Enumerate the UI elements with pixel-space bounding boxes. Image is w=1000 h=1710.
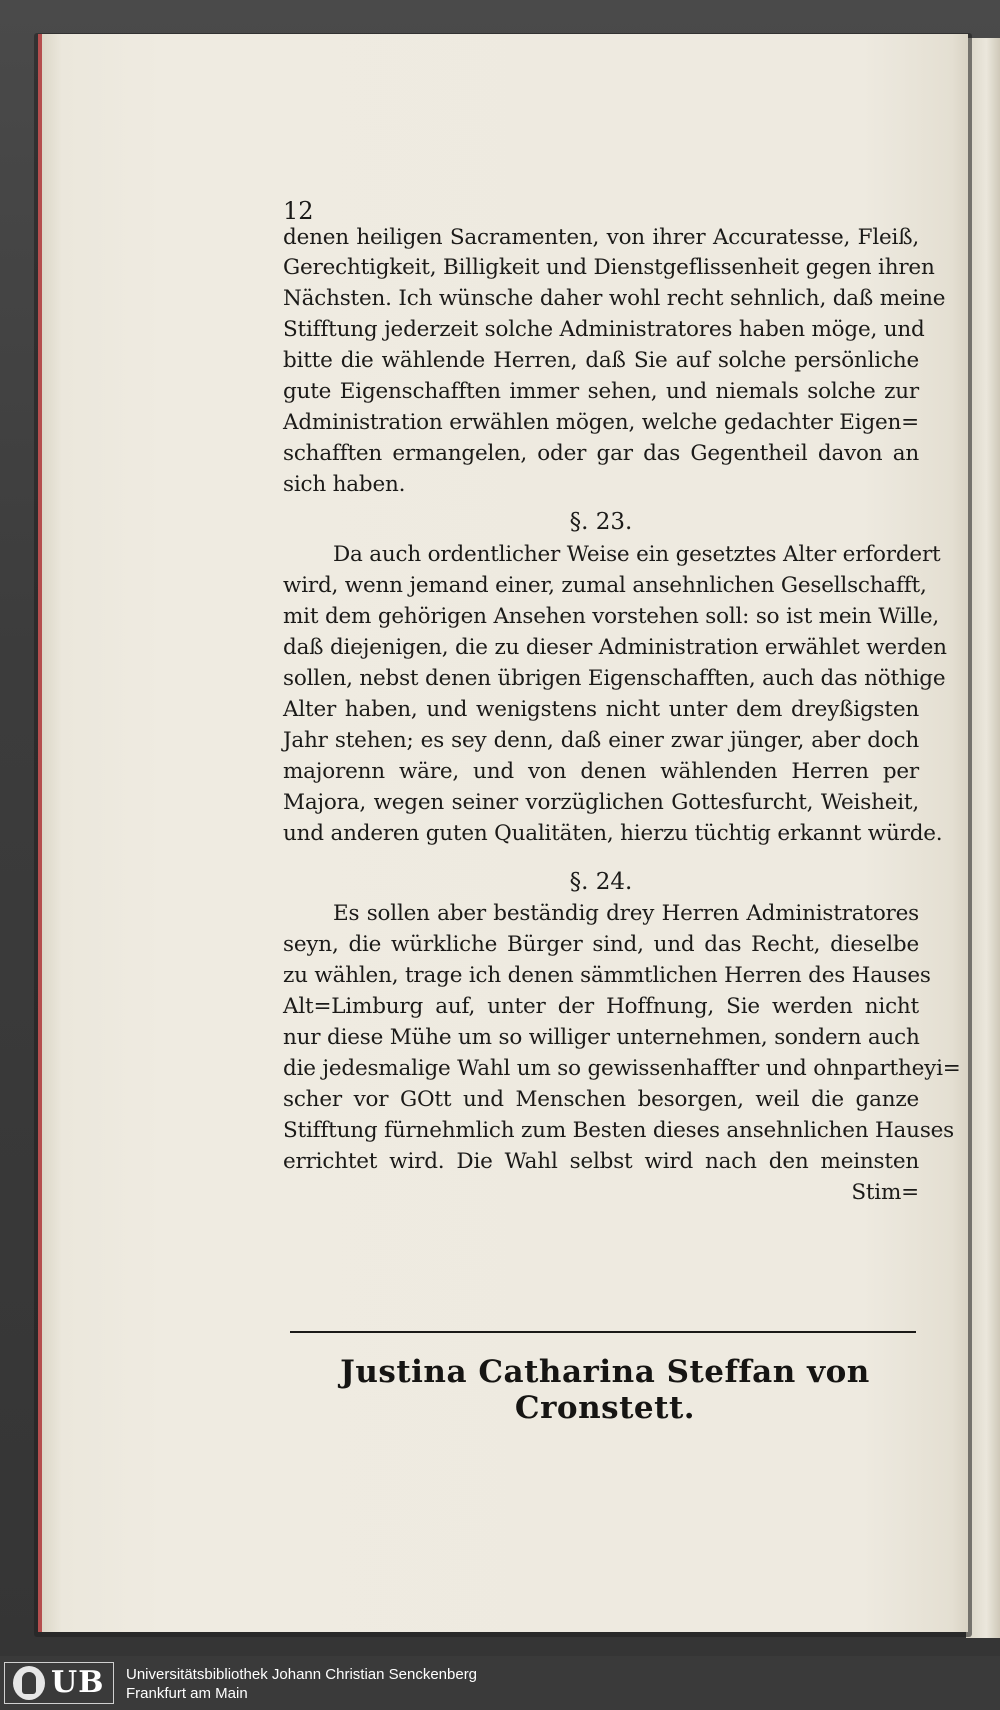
text-line: Stifftung jederzeit solche Administratores haben möge, und [283,317,925,342]
logo-text: UB [51,1665,105,1700]
text-line: bitte die wählende Herren, daß Sie auf solche persönliche [283,348,919,373]
seal-icon [13,1666,45,1700]
library-name [126,1665,477,1703]
section-heading-23: §. 23. [569,509,633,535]
library-name-line2: Frankfurt am Main [126,1685,248,1702]
text-line: denen heiligen Sacramenten, von ihrer Accuratesse, Fleiß, [283,225,919,250]
text-line: majorenn wäre, und von denen wählenden Herren per [283,759,919,784]
catchword: Stim= [851,1180,919,1205]
text-line: errichtet wird. Die Wahl selbst wird nach den meinsten [283,1149,919,1174]
text-line: und anderen guten Qualitäten, hierzu tüchtig erkannt würde. [283,821,943,846]
text-line: Jahr stehen; es sey denn, daß einer zwar jünger, aber doch [283,728,919,753]
page-number: 12 [283,197,314,225]
footer-title: Justina Catharina Steffan von Cronstett. [340,1354,870,1426]
library-name-line1: Universitätsbibliothek Johann Christian Senckenberg [126,1666,478,1683]
section-heading-24: §. 24. [569,869,633,895]
text-line: Alter haben, und wenigstens nicht unter dem dreyßigsten [283,697,919,722]
text-line: wird, wenn jemand einer, zumal ansehnlichen Gesellschafft, [283,573,927,598]
text-line: Gerechtigkeit, Billigkeit und Dienstgeflissenheit gegen ihren [283,255,935,280]
text-line: Es sollen aber beständig drey Herren Administratores [333,901,919,926]
text-line: zu wählen, trage ich denen sämmtlichen Herren des Hauses [283,963,931,988]
text-line: mit dem gehörigen Ansehen vorstehen soll: so ist mein Wille, [283,604,940,629]
text-line: die jedesmalige Wahl um so gewissenhaffter und ohnpartheyi= [283,1056,961,1081]
text-line: sollen, nebst denen übrigen Eigenschafften, auch das nöthige [283,666,946,691]
text-line: schafften ermangelen, oder gar das Gegentheil davon an [283,441,919,466]
text-line: nur diese Mühe um so williger unternehmen, sondern auch [283,1025,920,1050]
text-line: Nächsten. Ich wünsche daher wohl recht sehnlich, daß meine [283,286,946,311]
text-line: sich haben. [283,472,406,497]
library-logo[interactable] [4,1662,114,1704]
text-line: Majora, wegen seiner vorzüglichen Gottesfurcht, Weisheit, [283,790,919,815]
text-line: seyn, die würkliche Bürger sind, und das Recht, dieselbe [283,932,919,957]
text-line: Da auch ordentlicher Weise ein gesetztes Alter erfordert [333,542,941,567]
text-line: Administration erwählen mögen, welche gedachter Eigen= [283,410,919,435]
text-line: scher vor GOtt und Menschen besorgen, weil die ganze [283,1087,919,1112]
text-line: Stifftung fürnehmlich zum Besten dieses ansehnlichen Hauses [283,1118,955,1143]
text-line: daß diejenigen, die zu dieser Administration erwählet werden [283,635,947,660]
footer-rule [290,1331,916,1333]
text-line: Alt=Limburg auf, unter der Hoffnung, Sie werden nicht [283,994,919,1019]
text-line: gute Eigenschafften immer sehen, und niemals solche zur [283,379,919,404]
